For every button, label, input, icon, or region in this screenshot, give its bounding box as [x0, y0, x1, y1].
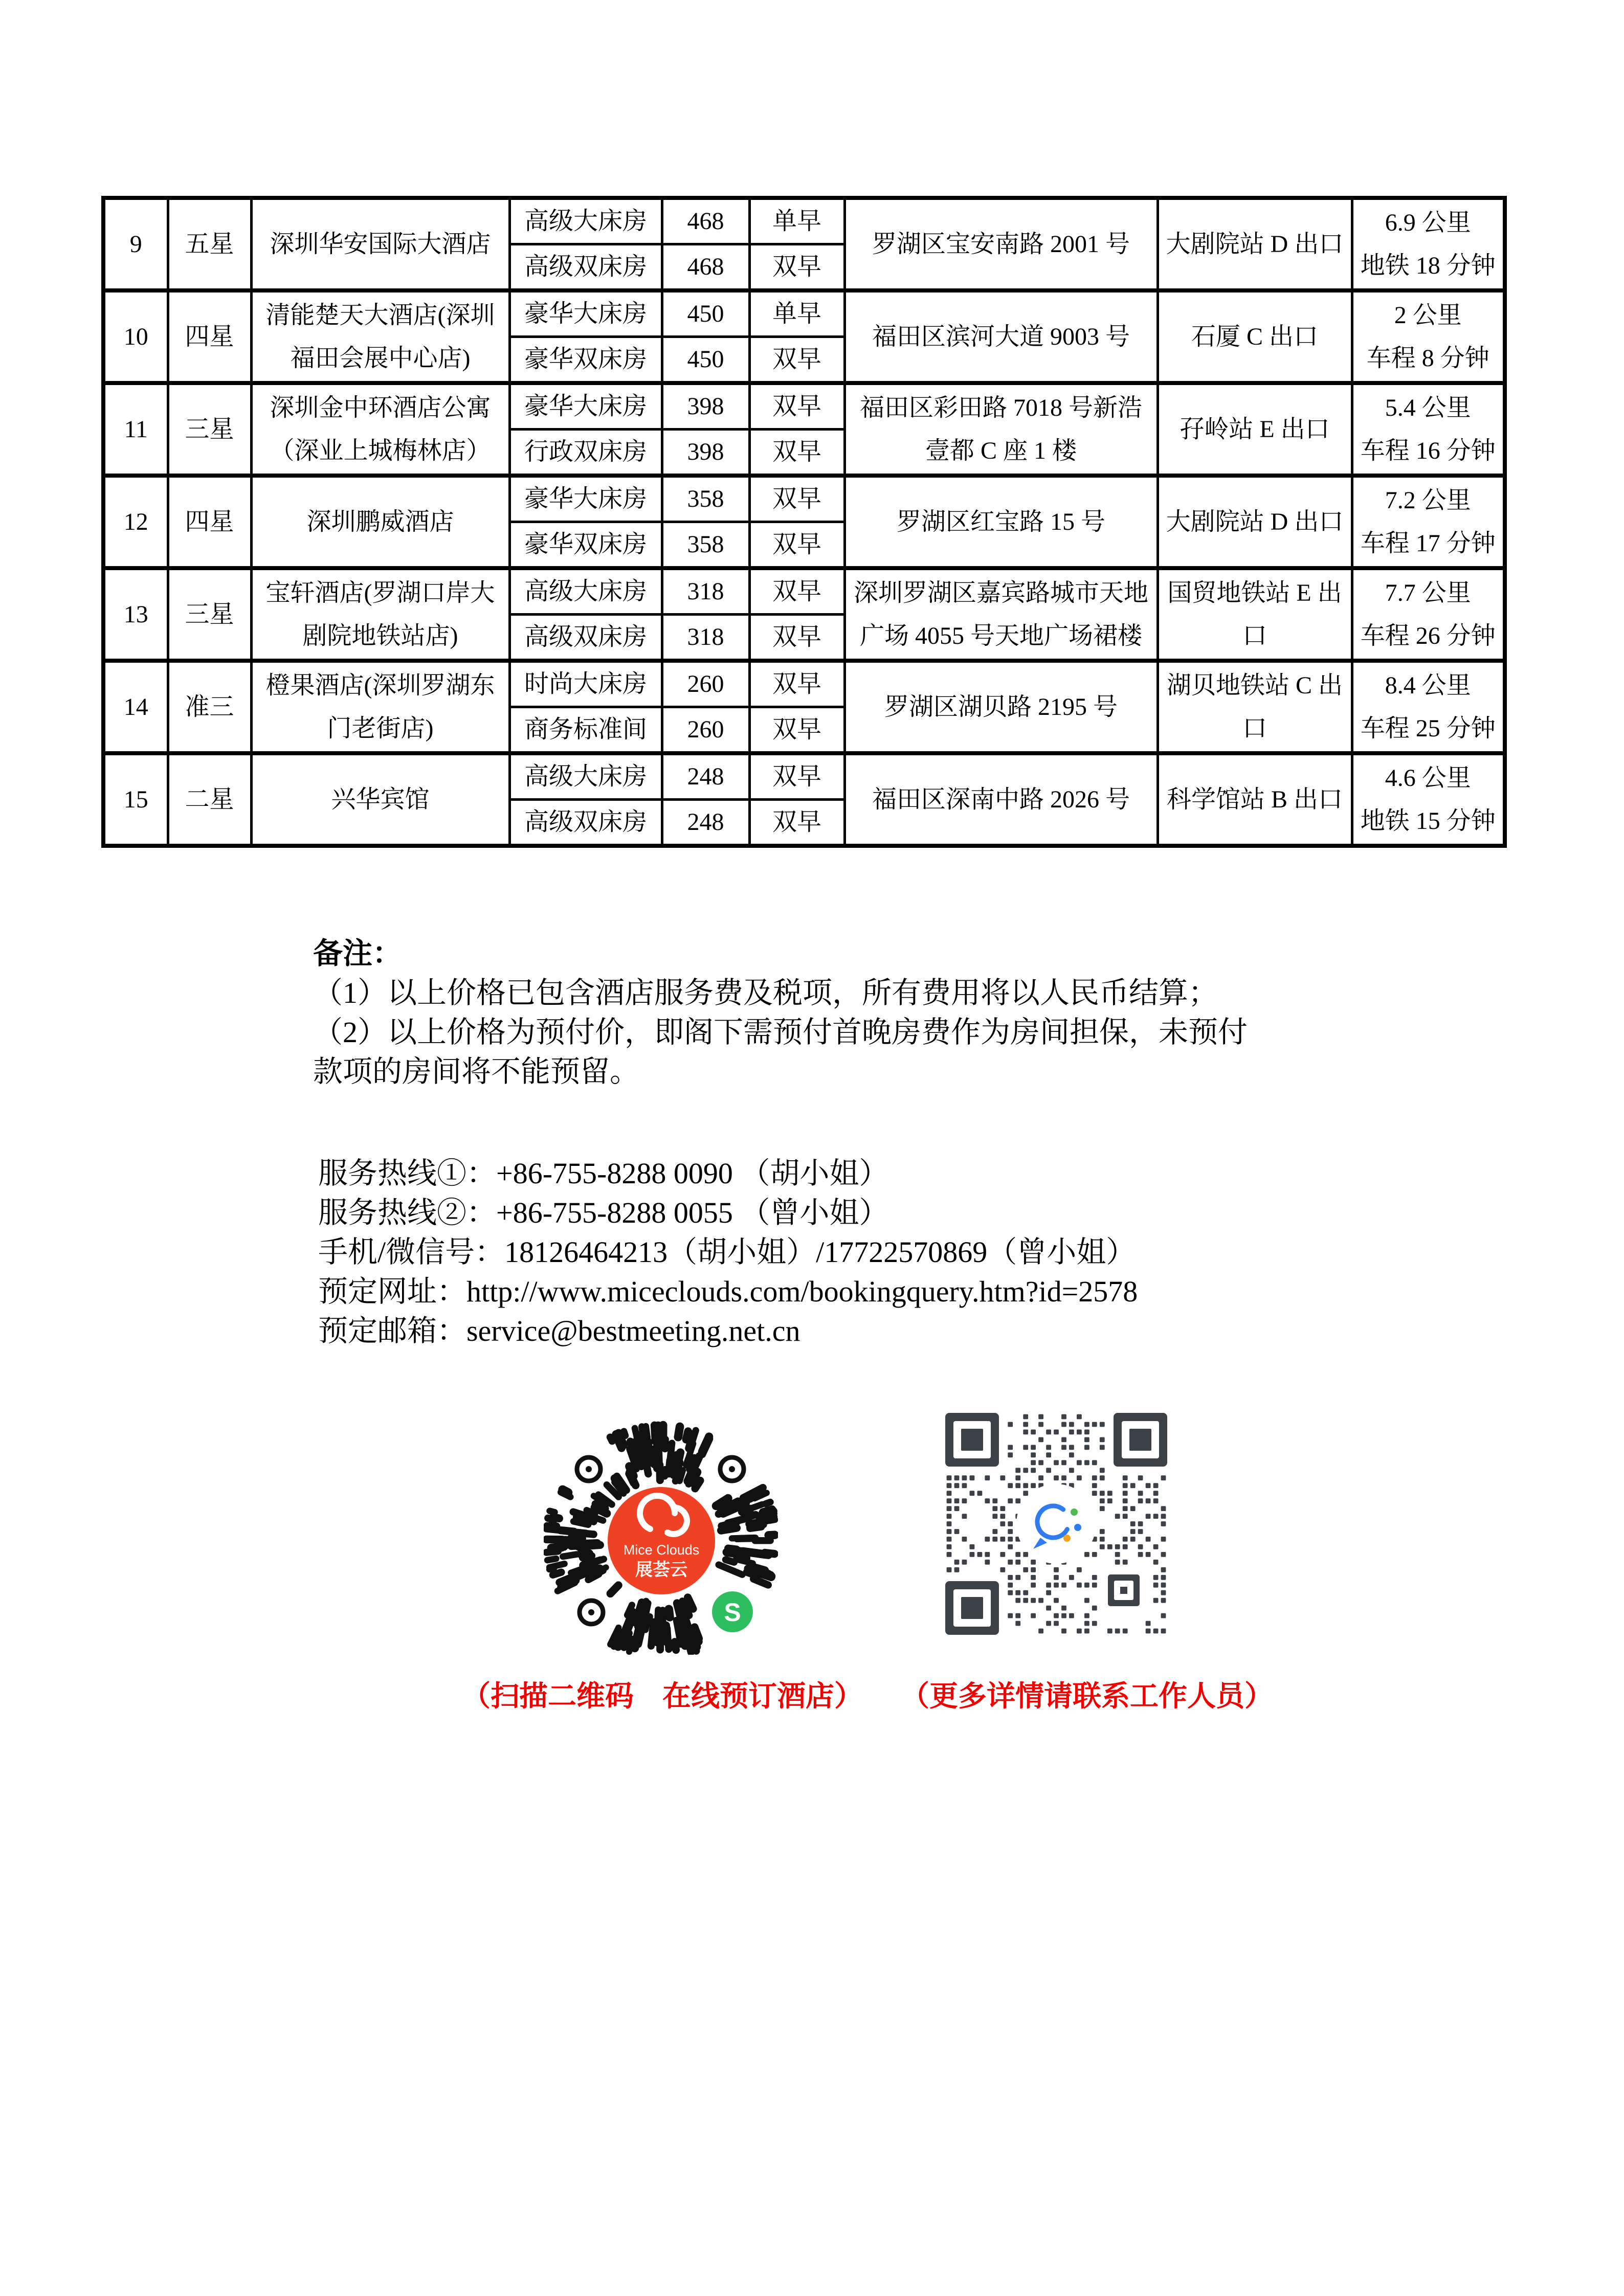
cell-price: 358: [662, 476, 749, 522]
hotel-table-wrapper: [101, 196, 1507, 848]
note-item-2: （2）以上价格为预付价，即阁下需预付首晚房费作为房间担保，未预付款项的房间将不能预留。: [313, 1016, 1248, 1088]
badge-letter: S: [724, 1598, 741, 1627]
contact-staff-caption: （更多详情请联系工作人员）: [901, 1681, 1273, 1713]
cell-address: 深圳罗湖区嘉宾路城市天地广场 4055 号天地广场裙楼: [844, 568, 1158, 661]
cell-row-number: 12: [103, 476, 168, 568]
cell-distance: [1352, 198, 1505, 290]
cell-metro-exit: 石厦 C 出口: [1158, 290, 1352, 383]
cell-breakfast: 双早: [749, 244, 844, 291]
mice-clouds-logo: [608, 1487, 715, 1594]
cell-breakfast: 双早: [749, 753, 844, 800]
contact-section: [318, 1154, 1138, 1350]
cell-room-type: 高级大床房: [509, 198, 662, 244]
cell-star-rating: 五星: [168, 198, 251, 290]
cell-hotel-name: 清能楚天大酒店(深圳福田会展中心店): [251, 290, 509, 383]
cell-hotel-name: 橙果酒店(深圳罗湖东门老街店): [251, 661, 509, 753]
cell-room-type: 豪华双床房: [509, 522, 662, 569]
cell-price: 318: [662, 568, 749, 615]
cell-price: 398: [662, 430, 749, 476]
travel-time: 车程 26 分钟: [1360, 622, 1496, 649]
cell-breakfast: 双早: [749, 337, 844, 384]
contact-line-hotline1: [318, 1154, 1138, 1193]
cell-star-rating: 准三: [168, 661, 251, 753]
cell-address: 罗湖区红宝路 15 号: [844, 476, 1158, 568]
cell-room-type: 豪华大床房: [509, 290, 662, 337]
cell-metro-exit: 国贸地铁站 E 出口: [1158, 568, 1352, 661]
qr-eye-bottom-left: [580, 1601, 603, 1624]
cell-price: 398: [662, 383, 749, 430]
cell-row-number: 10: [103, 290, 168, 383]
cell-room-type: 高级双床房: [509, 800, 662, 846]
cell-distance: [1352, 290, 1505, 383]
mobile-numbers: 18126464213（胡小姐）/17722570869（曾小姐）: [504, 1235, 1136, 1269]
cell-metro-exit: 大剧院站 D 出口: [1158, 198, 1352, 290]
cell-address: 罗湖区宝安南路 2001 号: [844, 198, 1158, 290]
cell-price: 468: [662, 244, 749, 291]
cell-breakfast: 双早: [749, 800, 844, 846]
cell-breakfast: 双早: [749, 430, 844, 476]
cell-distance: [1352, 661, 1505, 753]
cell-breakfast: 双早: [749, 522, 844, 569]
booking-email-label: 预定邮箱：: [318, 1314, 467, 1347]
cell-row-number: 11: [103, 383, 168, 476]
contact-line-booking-email: [318, 1311, 1138, 1350]
qr-finder-top-right: [1114, 1413, 1167, 1467]
notes-section: [313, 934, 1275, 1091]
booking-url[interactable]: http://www.miceclouds.com/bookingquery.htm?id=2578: [466, 1275, 1138, 1308]
cell-room-type: 高级双床房: [509, 615, 662, 661]
cell-breakfast: 双早: [749, 615, 844, 661]
cell-price: 468: [662, 198, 749, 244]
cell-price: 450: [662, 290, 749, 337]
cell-room-type: 商务标准间: [509, 707, 662, 754]
cell-room-type: 高级大床房: [509, 753, 662, 800]
cell-price: 358: [662, 522, 749, 569]
cell-address: 福田区滨河大道 9003 号: [844, 290, 1158, 383]
cell-room-type: 高级大床房: [509, 568, 662, 615]
cell-metro-exit: 湖贝地铁站 C 出口: [1158, 661, 1352, 753]
cell-address: 福田区深南中路 2026 号: [844, 753, 1158, 846]
hotline2-label: 服务热线②：: [318, 1196, 497, 1229]
wechat-work-qr-svg: [945, 1413, 1167, 1635]
distance-km: 5.4 公里: [1385, 394, 1471, 421]
booking-url-label: 预定网址：: [318, 1275, 467, 1308]
qr-eye-top-left: [577, 1457, 600, 1481]
travel-time: 地铁 18 分钟: [1360, 252, 1496, 279]
cell-breakfast: 双早: [749, 661, 844, 707]
distance-km: 2 公里: [1394, 301, 1462, 329]
cell-star-rating: 四星: [168, 476, 251, 568]
travel-time: 车程 17 分钟: [1360, 529, 1496, 557]
booking-email[interactable]: service@bestmeeting.net.cn: [466, 1314, 800, 1347]
miniprogram-badge-icon: [712, 1591, 753, 1632]
cell-row-number: 9: [103, 198, 168, 290]
hotline1-number: +86-755-8288 0090 （胡小姐）: [496, 1157, 889, 1190]
table-row: [103, 753, 1505, 800]
qr-finder-top-left: [945, 1413, 999, 1467]
cell-distance: [1352, 568, 1505, 661]
cell-room-type: 豪华大床房: [509, 383, 662, 430]
cell-row-number: 14: [103, 661, 168, 753]
cell-room-type: 豪华双床房: [509, 337, 662, 384]
contact-line-hotline2: [318, 1193, 1138, 1232]
cell-breakfast: 双早: [749, 476, 844, 522]
contact-line-mobile: [318, 1232, 1138, 1272]
cell-breakfast: 双早: [749, 568, 844, 615]
table-row: [103, 476, 1505, 522]
distance-km: 6.9 公里: [1385, 209, 1471, 236]
cell-metro-exit: 科学馆站 B 出口: [1158, 753, 1352, 846]
cell-room-type: 高级双床房: [509, 244, 662, 291]
miniprogram-qr-svg: [544, 1421, 778, 1655]
cell-room-type: 豪华大床房: [509, 476, 662, 522]
cell-hotel-name: 深圳华安国际大酒店: [251, 198, 509, 290]
cell-breakfast: 单早: [749, 198, 844, 244]
notes-heading: 备注：: [313, 937, 403, 970]
distance-km: 4.6 公里: [1385, 764, 1471, 792]
travel-time: 车程 8 分钟: [1366, 344, 1489, 372]
logo-title: Mice Clouds: [623, 1542, 700, 1558]
table-row: [103, 383, 1505, 430]
cell-hotel-name: 深圳鹏威酒店: [251, 476, 509, 568]
wechat-work-logo-icon: [1016, 1484, 1096, 1564]
qr-finder-bottom-left: [945, 1581, 999, 1635]
cell-price: 248: [662, 753, 749, 800]
table-row: [103, 661, 1505, 707]
cell-star-rating: 二星: [168, 753, 251, 846]
cell-price: 260: [662, 661, 749, 707]
distance-km: 8.4 公里: [1385, 671, 1471, 699]
table-row: [103, 198, 1505, 244]
cell-row-number: 15: [103, 753, 168, 846]
cell-distance: [1352, 476, 1505, 568]
travel-time: 车程 16 分钟: [1360, 437, 1496, 464]
table-row: [103, 568, 1505, 615]
scan-qr-caption: （扫描二维码 在线预订酒店）: [462, 1681, 863, 1713]
travel-time: 车程 25 分钟: [1360, 714, 1496, 742]
cell-price: 450: [662, 337, 749, 384]
cell-star-rating: 三星: [168, 568, 251, 661]
cell-price: 248: [662, 800, 749, 846]
cell-hotel-name: 深圳金中环酒店公寓（深业上城梅林店）: [251, 383, 509, 476]
wechat-work-qr-code: [945, 1413, 1167, 1635]
distance-km: 7.7 公里: [1385, 579, 1471, 606]
cell-breakfast: 双早: [749, 707, 844, 754]
note-item-1: （1）以上价格已包含酒店服务费及税项，所有费用将以人民币结算；: [313, 976, 1218, 1009]
cell-price: 318: [662, 615, 749, 661]
cell-room-type: 时尚大床房: [509, 661, 662, 707]
cell-breakfast: 单早: [749, 290, 844, 337]
cell-row-number: 13: [103, 568, 168, 661]
contact-line-booking-url: [318, 1272, 1138, 1311]
cell-distance: [1352, 383, 1505, 476]
cell-room-type: 行政双床房: [509, 430, 662, 476]
hotel-price-table: [101, 196, 1507, 848]
distance-km: 7.2 公里: [1385, 486, 1471, 514]
hotline2-number: +86-755-8288 0055 （曾小姐）: [496, 1196, 889, 1229]
cell-distance: [1352, 753, 1505, 846]
qr-alignment-square: [1108, 1574, 1140, 1606]
cell-address: 福田区彩田路 7018 号新浩壹都 C 座 1 楼: [844, 383, 1158, 476]
cell-address: 罗湖区湖贝路 2195 号: [844, 661, 1158, 753]
cell-star-rating: 三星: [168, 383, 251, 476]
hotline1-label: 服务热线①：: [318, 1157, 497, 1190]
miniprogram-qr-code: [544, 1421, 778, 1655]
cell-hotel-name: 兴华宾馆: [251, 753, 509, 846]
cell-hotel-name: 宝轩酒店(罗湖口岸大剧院地铁站店): [251, 568, 509, 661]
travel-time: 地铁 15 分钟: [1360, 807, 1496, 835]
cell-star-rating: 四星: [168, 290, 251, 383]
cell-metro-exit: 大剧院站 D 出口: [1158, 476, 1352, 568]
table-row: [103, 290, 1505, 337]
cell-metro-exit: 孖岭站 E 出口: [1158, 383, 1352, 476]
cell-price: 260: [662, 707, 749, 754]
mobile-label: 手机/微信号：: [318, 1235, 505, 1269]
logo-subtitle: 展荟云: [635, 1560, 687, 1580]
qr-eye-top-right: [720, 1457, 744, 1481]
cell-breakfast: 双早: [749, 383, 844, 430]
